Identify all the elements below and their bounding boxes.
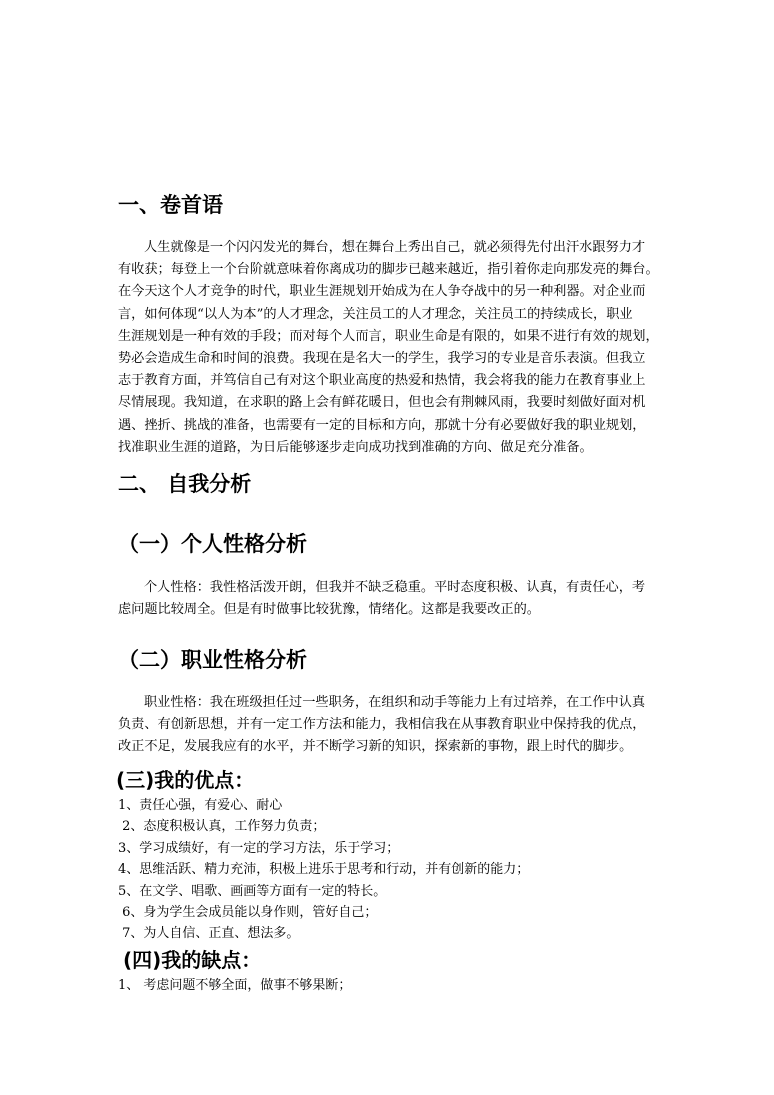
- paragraph-line: 有收获；每登上一个台阶就意味着你离成功的脚步已越来越近，指引着你走向那发亮的舞台。: [118, 262, 659, 278]
- personal-character-paragraph: [118, 577, 658, 621]
- list-item: 2、态度积极认真，工作努力负责；: [118, 819, 326, 835]
- section-heading-preface: 一、卷首语: [118, 193, 223, 217]
- paragraph-line: 职业性格：我在班级担任过一些职务，在组织和动手等能力上有过培养，在工作中认真: [144, 695, 646, 710]
- paragraph-line: 在今天这个人才竞争的时代，职业生涯规划开始成为在人争夺战中的另一种利器。对企业而: [118, 284, 646, 300]
- list-item: 6、身为学生会成员能以身作则，管好自己；: [118, 905, 378, 921]
- subsection-heading-strengths: (三)我的优点：: [116, 768, 255, 792]
- subsection-heading-personal-character: （一）个人性格分析: [118, 532, 307, 556]
- list-item: 1、责任心强，有爱心、耐心: [118, 798, 283, 813]
- list-item: 4、思维活跃、精力充沛，积极上进乐于思考和行动，并有创新的能力；: [118, 862, 530, 878]
- paragraph-line: 虑问题比较周全。但是有时做事比较犹豫，情绪化。这都是我要改正的。: [118, 602, 540, 618]
- paragraph-line: 尽情展现。我知道，在求职的路上会有鲜花暖日，但也会有荆棘风雨，我要时刻做好面对机: [118, 395, 646, 411]
- paragraph-line: 言，如何体现“以人为本”的人才理念，关注员工的人才理念，关注员工的持续成长，职业: [118, 306, 633, 322]
- subsection-heading-career-character: （二）职业性格分析: [118, 648, 307, 672]
- paragraph-line: 遇、挫折、挑战的准备，也需要有一定的目标和方向，那就十分有必要做好我的职业规划，: [118, 417, 646, 433]
- paragraph-line: 志于教育方面，并笃信自己有对这个职业高度的热爱和热情，我会将我的能力在教育事业上: [118, 373, 646, 389]
- paragraph-line: 个人性格：我性格活泼开朗，但我并不缺乏稳重。平时态度积极、认真，有责任心，考: [144, 580, 646, 595]
- weaknesses-list: [118, 975, 658, 996]
- section-heading-self-analysis: 二、 自我分析: [118, 472, 252, 496]
- list-item: 3、学习成绩好，有一定的学习方法，乐于学习；: [118, 840, 400, 856]
- paragraph-line: 负责、有创新思想，并有一定工作方法和能力，我相信我在从事教育职业中保持我的优点，: [118, 717, 646, 733]
- list-item: 7、为人自信、正直、想法多。: [118, 926, 300, 942]
- career-character-paragraph: [118, 692, 658, 759]
- list-item: 5、在文学、唱歌、画画等方面有一定的特长。: [118, 883, 387, 899]
- strengths-list: [118, 795, 658, 945]
- preface-paragraph: [118, 237, 658, 459]
- paragraph-line: 改正不足，发展我应有的水平，并不断学习新的知识，探索新的事物，跟上时代的脚步。: [118, 739, 633, 755]
- paragraph-line: 势必会造成生命和时间的浪费。我现在是名大一的学生，我学习的专业是音乐表演。但我立: [118, 351, 646, 367]
- paragraph-line: 生涯规划是一种有效的手段；而对每个人而言，职业生命是有限的，如果不进行有效的规划，: [118, 328, 659, 344]
- paragraph-line: 人生就像是一个闪闪发光的舞台，想在舞台上秀出自己，就必须得先付出汗水跟努力才: [144, 240, 646, 255]
- paragraph-line: 找准职业生涯的道路，为日后能够逐步走向成功找到准确的方向、做足充分准备。: [118, 439, 593, 455]
- list-item: 1、 考虑问题不够全面，做事不够果断；: [118, 978, 352, 993]
- subsection-heading-weaknesses: (四)我的缺点：: [116, 948, 262, 972]
